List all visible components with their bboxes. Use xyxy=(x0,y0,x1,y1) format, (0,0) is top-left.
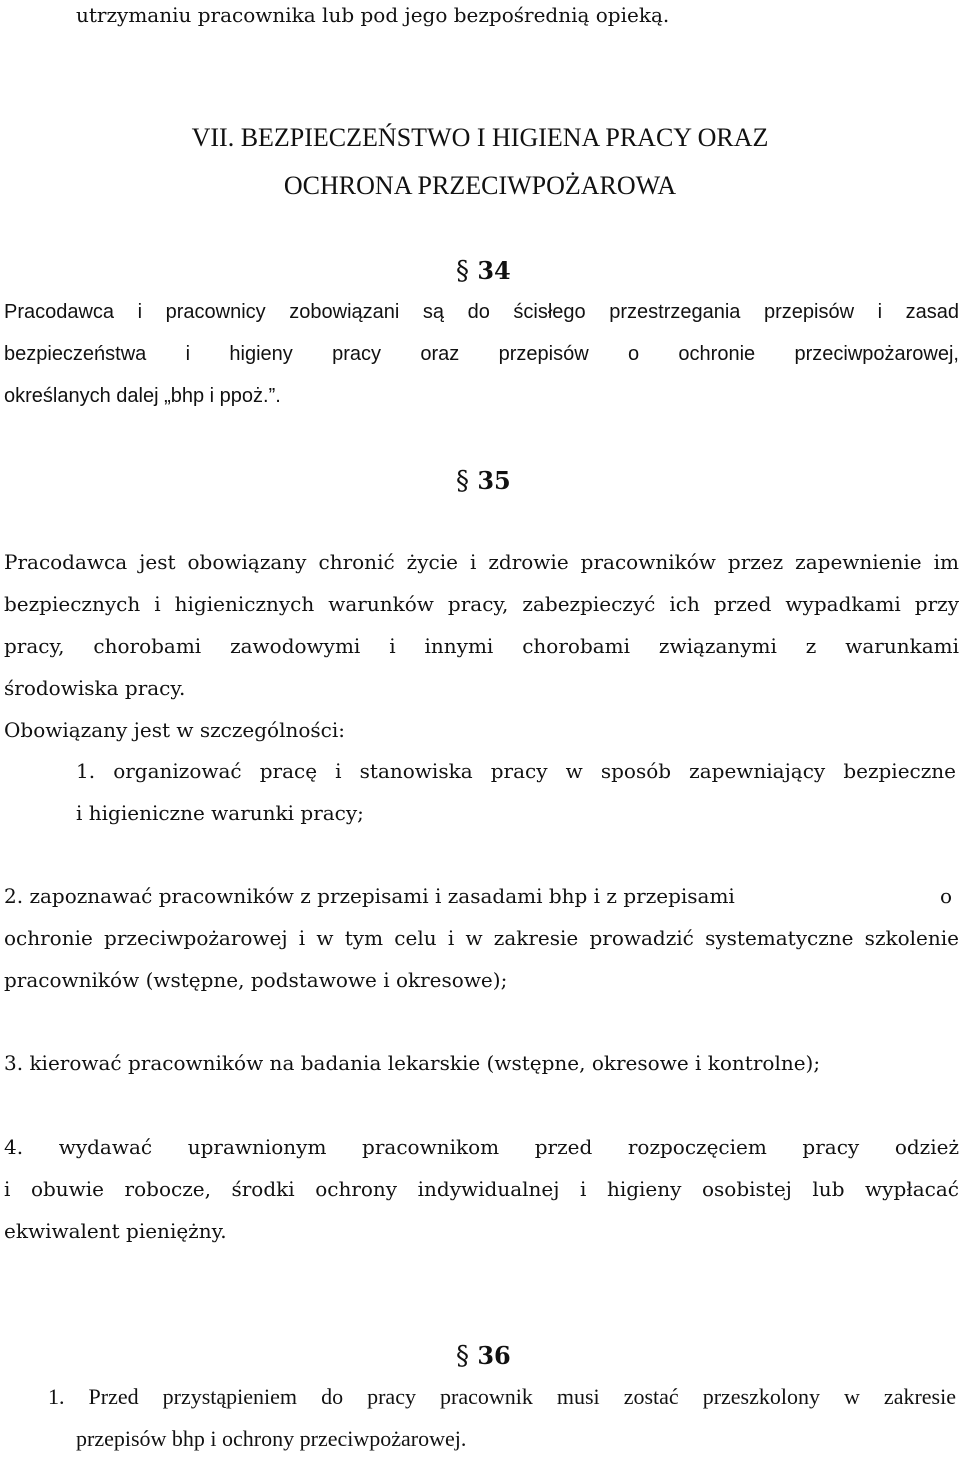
section-symbol: § xyxy=(456,256,469,286)
paragraph-number: 35 xyxy=(477,466,511,495)
par35-line-3: pracy, chorobami zawodowymi i innymi chorobami związanymi z warunkami xyxy=(4,634,959,658)
list-item-4-line-2: i obuwie robocze, środki ochrony indywidualnej i higieny osobistej lub wypłacać xyxy=(4,1177,959,1201)
par34-line-3: określanych dalej „bhp i ppoż.”. xyxy=(4,385,281,407)
section-title-line-2: OCHRONA PRZECIWPOŻAROWA xyxy=(283,171,677,200)
paragraph-35-heading xyxy=(456,460,511,502)
par36-line-1: 1. Przed przystąpieniem do pracy pracownik musi zostać przeszkolony w zakresie xyxy=(48,1384,956,1409)
paragraph-number: 36 xyxy=(477,1341,511,1370)
section-title-line-1: VII. BEZPIECZEŃSTWO I HIGIENA PRACY ORAZ xyxy=(191,123,769,152)
list-item-4-line-3: ekwiwalent pieniężny. xyxy=(4,1219,227,1243)
paragraph-34-heading xyxy=(456,250,511,292)
list-item-2-line-2: ochronie przeciwpożarowej i w tym celu i w zakresie prowadzić systematyczne szkolenie xyxy=(4,926,959,950)
list-item-4-line-1: 4. wydawać uprawnionym pracownikom przed rozpoczęciem pracy odzież xyxy=(4,1135,959,1159)
section-symbol: § xyxy=(456,466,469,496)
paragraph-number: 34 xyxy=(477,256,511,285)
list-item-2-line-3: pracowników (wstępne, podstawowe i okresowe); xyxy=(4,968,508,992)
list-item-1-line-1: 1. organizować pracę i stanowiska pracy w sposób zapewniający bezpieczne xyxy=(76,759,956,783)
list-item-1-line-2: i higieniczne warunki pracy; xyxy=(76,801,364,825)
par36-line-2: przepisów bhp i ochrony przeciwpożarowej. xyxy=(76,1426,467,1451)
par35-line-1: Pracodawca jest obowiązany chronić życie i zdrowie pracowników przez zapewnienie im xyxy=(4,550,959,574)
par35-line-2: bezpiecznych i higienicznych warunków pracy, zabezpieczyć ich przed wypadkami przy xyxy=(4,592,959,616)
list-item-2-line-1: 2. zapoznawać pracowników z przepisami i zasadami bhp i z przepisami xyxy=(4,884,735,908)
section-symbol: § xyxy=(456,1341,469,1371)
par35-line-5: Obowiązany jest w szczególności: xyxy=(4,718,345,742)
par34-line-2: bezpieczeństwa i higieny pracy oraz przepisów o ochronie przeciwpożarowej, xyxy=(4,343,959,365)
par35-line-4: środowiska pracy. xyxy=(4,676,186,700)
paragraph-36-heading xyxy=(456,1335,511,1377)
top-line: utrzymaniu pracownika lub pod jego bezpośrednią opieką. xyxy=(76,3,670,27)
list-item-3-line-1: 3. kierować pracowników na badania lekarskie (wstępne, okresowe i kontrolne); xyxy=(4,1051,821,1075)
list-item-2-orphan: o xyxy=(940,884,953,908)
par34-line-1: Pracodawca i pracownicy zobowiązani są do ścisłego przestrzegania przepisów i zasad xyxy=(4,301,959,323)
